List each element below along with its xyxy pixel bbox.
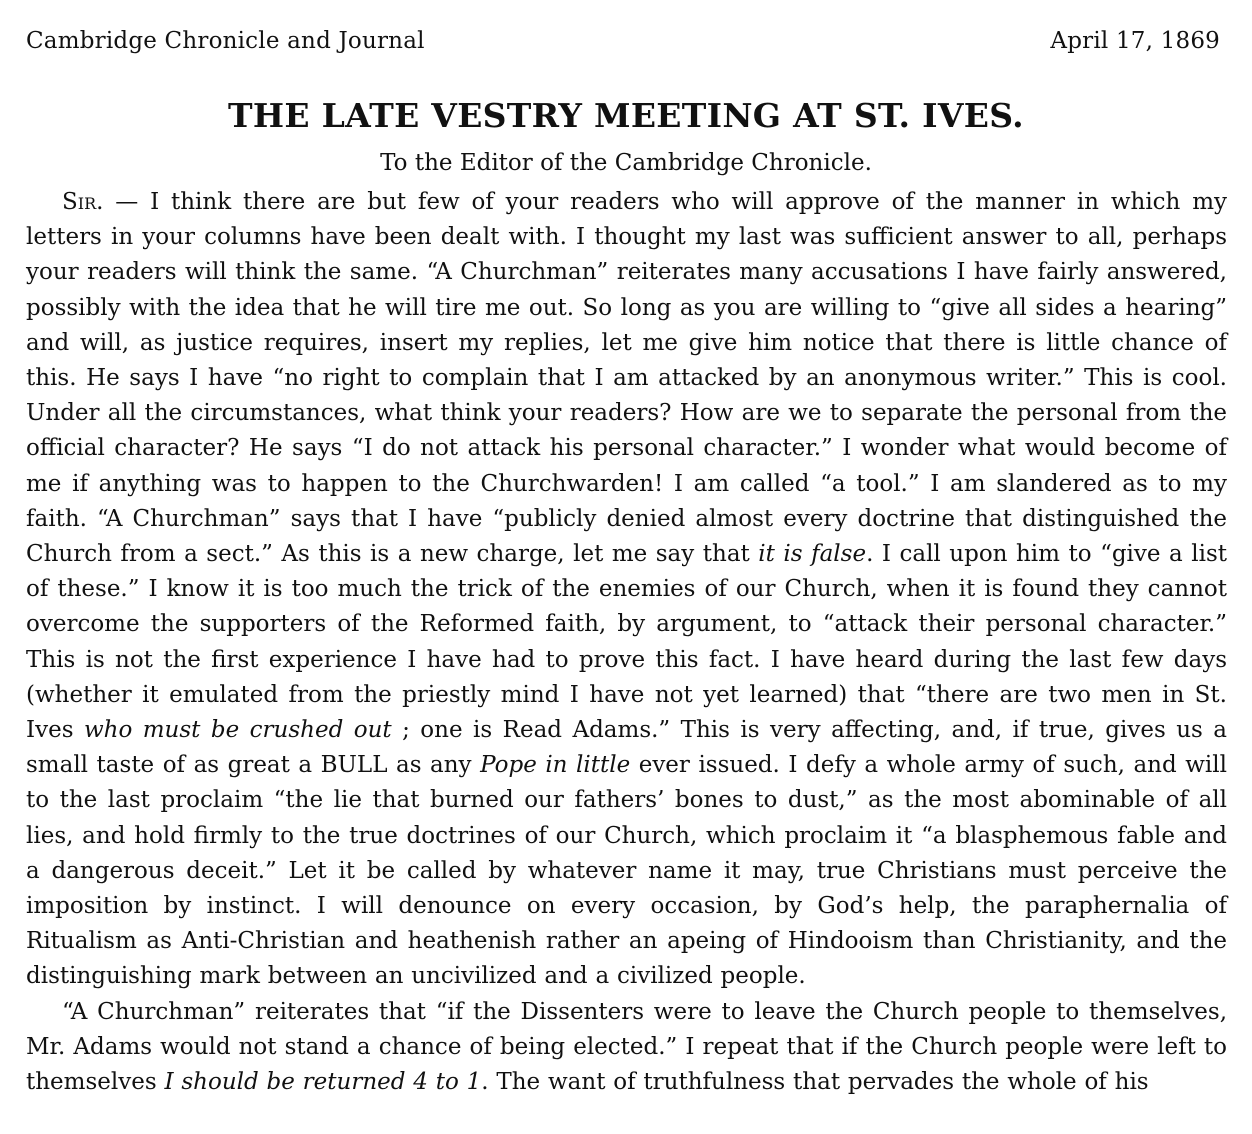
- paragraph-text: . The want of truthfulness that pervades the whole of his: [481, 1069, 1149, 1096]
- article-headline: THE LATE VESTRY MEETING AT ST. IVES.: [228, 96, 1024, 135]
- newspaper-name: Cambridge Chronicle and Journal: [26, 28, 425, 54]
- masthead: [26, 28, 1220, 60]
- paragraph-1: [26, 185, 1227, 995]
- paragraph-text: “A Churchman” reiterates that “if the Dissenters were to leave the Church people to themselves, Mr. Adams would not stand a chance of being elected.” I repeat that if the Church people were left to themselves: [26, 998, 1227, 1096]
- paragraph-text: ever issued. I defy a whole army of such, and will to the last proclaim “the lie that burned our fathers’ bones to dust,” as the most abominable of all lies, and hold firmly to the true doctrines of our Church, which proclaim it “a blasphemous fable and a dangerous deceit.” Let it be called by whatever name it may, true Christians must perceive the imposition by instinct. I will denounce on every occasion, by God’s help, the paraphernalia of Ritualism as Anti-Christian and heathenish rather an apeing of Hindooism than Christianity, and the distinguishing mark between an uncivilized and a civilized people.: [26, 752, 1227, 990]
- emphasis-text: it is false: [758, 541, 867, 568]
- salutation: Sir.: [62, 189, 104, 215]
- paragraph-text: — I think there are but few of your readers who will approve of the manner in which my letters in your columns have been dealt with. I thought my last was sufficient answer to all, perhaps your readers will think the same. “A Churchman” reiterates many accusations I have fairly answered, possibly with the idea that he will tire me out. So long as you are willing to “give all sides a hearing” and will, as justice requires, insert my replies, let me give him notice that there is little chance of this. He says I have “no right to complain that I am attacked by an anonymous writer.” This is cool. Under all the circumstances, what think your readers? How are we to separate the personal from the official character? He says “I do not attack his personal character.” I wonder what would become of me if anything was to happen to the Churchwarden! I am called “a tool.” I am slandered as to my faith. “A Churchman” says that I have “publicly denied almost every doctrine that distinguished the Church from a sect.” As this is a new charge, let me say that: [26, 189, 1227, 568]
- paragraph-2: [26, 995, 1227, 1101]
- paragraph-text: . I call upon him to “give a list of these.” I know it is too much the trick of the enemies of our Church, when it is found they cannot overcome the supporters of the Reformed faith, by argument, to “attack their personal character.” This is not the first experience I have had to prove this fact. I have heard during the last few days (whether it emulated from the priestly mind I have not yet learned) that “there are two men in St. Ives: [26, 541, 1227, 744]
- emphasis-text: Pope in little: [480, 752, 631, 779]
- article-body: [26, 185, 1227, 1100]
- letter-addressee: To the Editor of the Cambridge Chronicle.: [380, 150, 872, 176]
- emphasis-text: who must be crushed out: [83, 717, 392, 744]
- emphasis-text: I should be returned 4 to 1: [164, 1069, 482, 1096]
- publication-date: April 17, 1869: [1050, 28, 1220, 54]
- paragraph-text: ; one is Read Adams.” This is very affecting, and, if true, gives us a small taste of as great a BULL as any: [26, 717, 1227, 779]
